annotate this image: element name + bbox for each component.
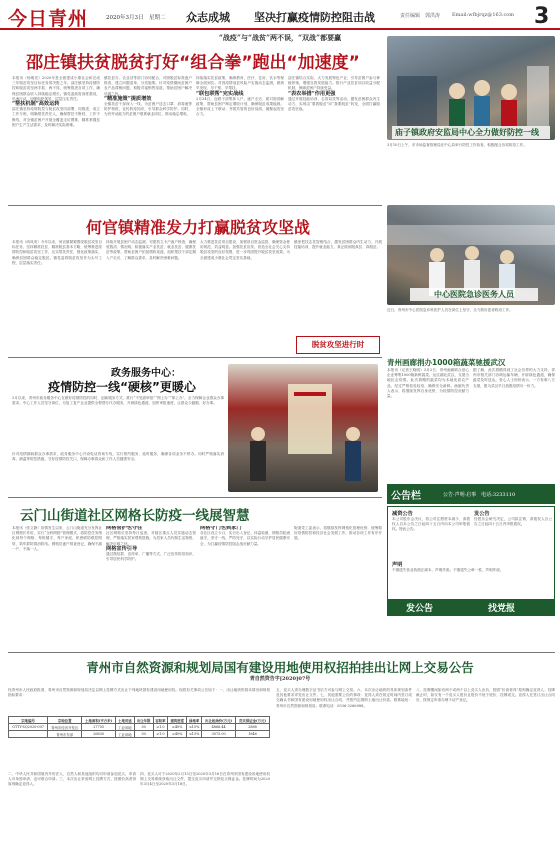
table-cell: GTTY-SQ2020-007 xyxy=(9,724,48,731)
article4-col1: 本报讯（张文静）疫情发生以来，云门山街道充分发挥社区网格长作用，实行“全科网格”管理模式，将防控任务细化到每个网格、每栋楼宇、每户家庭，织密联防联控网络，筑牢群防群治防线。网格员逐户排查登记，确保不漏一户、不落一人。 xyxy=(12,526,102,551)
table-cell: 50 xyxy=(134,731,153,738)
table-row xyxy=(9,724,270,731)
slogan-left: 众志成城 xyxy=(186,11,230,24)
article3-col1: 2月以来，青州市政务服务中心在做好疫情防控的同时，创新服务方式，推行“不见面审批”“网上办”“掌上办”，全力保障企业群众办事需求。中心工作人员坚守岗位，为复工复产企业提供全程帮办代办服务，开辟绿色通道，加快审批速度，让群众少跑腿、好办事。 xyxy=(12,396,224,406)
table-cell: 青州市东部 xyxy=(48,731,82,738)
poverty-column-logo xyxy=(296,336,380,354)
brief-col2: 据了解，此次捐赠得到了社会各界的大力支持，青州市相关部门协调运输车辆，开辟绿色通道，确保蔬菜及时送达。爱心人士纷纷表示，一方有难八方支援，愿为武汉早日战胜疫情尽一份力。 xyxy=(473,368,555,388)
noticeboard-footer xyxy=(388,599,554,615)
table-row xyxy=(9,731,270,738)
photo-text-mid: 近日，青州市中心医院急诊科医护人员在岗位上坚守，全力做好患者救治工作。 xyxy=(387,308,513,312)
announcement-headline: 青州市自然资源和规划局国有建设用地使用权招拍挂出让网上交易公告 xyxy=(86,660,474,675)
table-header-cell: 竞买保证金(万元) xyxy=(236,717,270,724)
article4-headline: 云门山街道社区网格长防疫一线展智慧 xyxy=(20,508,250,524)
brief-col1: 本报讯（记者王晓明）3月2日，青州画廊联合爱心企业筹集1000箱新鲜蔬菜，运往湖北武汉，支援当地抗击疫情。此次捐赠的蔬菜均为本地优质农产品，经过严格检验检疫，确保安全新鲜。画廊负责人表示，将继续发挥自身优势，为疫情防控贡献力量。 xyxy=(387,368,469,399)
table-header-cell: 土地用途 xyxy=(116,717,135,724)
issue-date: 2020年3月3日 星期二 xyxy=(106,15,166,21)
photo-scene-icon xyxy=(387,36,555,140)
photo-caption-mid: 中心医院急诊医务人员 xyxy=(410,288,538,301)
noticeboard-body xyxy=(387,506,555,616)
table-header-cell: 建筑密度 xyxy=(168,717,187,724)
article4-col2: 网格管护也守住 社区网格长坚持每日巡查，对辖区重点人员实施动态管理，严格落实居家观察措施，为居家人员代购生活物资，解决后顾之忧。 网格宣传引导 通过微信群、宣传单、广播等方式，广泛宣传防疫知识，引导居民科学防护。 xyxy=(106,526,196,562)
noticeboard-header xyxy=(387,484,555,504)
divider xyxy=(8,652,555,653)
table-cell: ≥40% xyxy=(168,731,187,738)
table-cell: ≤15% xyxy=(187,724,202,731)
notice-item-title: 声明 xyxy=(392,562,403,568)
article2-col2: 持续开展贫困户动态监测，对建档立卡户逐户核查，确保底数清、情况明。积极落实产业扶贫、就业扶贫、健康扶贫等政策，帮助贫困户拓宽增收渠道。组织帮扶干部定期入户走访，了解群众需求，及时解决困难问题。 xyxy=(106,240,196,260)
article3-col2: 针对疫情期间群众办事需求，政务服务中心开设电话咨询专线，实行预约服务、延时服务，确保各项业务不停办。同时严格落实消毒、测温等防控措施，守好疫情防控关口，保障办事群众和工作人员健康安全。 xyxy=(12,452,224,462)
photo-text-top: 3月10日上午，市市场监督管理局在中心局举行防控工作检查，积极配合各项防疫工作。 xyxy=(387,143,527,147)
table-cell: 工业用地 xyxy=(116,731,135,738)
divider xyxy=(8,497,382,498)
table-header-cell: 宗地位置 xyxy=(48,717,82,724)
article1-col4: 邵庄镇结合实际，大力发展特色产业，引导贫困户参与种植养殖，增强自我发展能力。推行产业扶贫项目收益分配机制，保障贫困户持续受益。 “表农举措”作用更强 通过开展技能培训、志智双扶等活动，激发贫困群众内生动力，实现由“要我脱贫”向“我要脱贫”转变，全面打赢脱贫攻坚战。 xyxy=(288,76,380,112)
article1-subhead: “联包联帮”完实战线 xyxy=(196,90,244,97)
table-cell: 2888 xyxy=(236,724,270,731)
divider xyxy=(8,357,382,358)
table-header-cell: 出让起始价(万元) xyxy=(202,717,236,724)
announcement-subtitle: 青自然资告字[2020]07号 xyxy=(249,676,311,682)
table-cell: 3075.00 xyxy=(202,731,236,738)
article1-col3: 持续落实扶贫政策，确保教育、医疗、住房、饮水等保障全面到位。对因疫情返贫风险户实施动态监测，做到早发现、早干预、早帮扶。 “联包联帮”完实战线 2月24日，包联干部集体入户，逐户走访，面对面讲解政策，帮助贫困户制定增收计划，确保脱贫成果稳固。全镇形成上下联动、齐抓共管的良好局面，凝聚起攻坚合力。 xyxy=(196,76,284,117)
bid-table xyxy=(8,716,270,738)
table-header-cell: 容积率 xyxy=(153,717,168,724)
table-cell: 青州市经济开发区 xyxy=(48,724,82,731)
table-header-row xyxy=(9,717,270,724)
article3-kicker: 政务服务中心： xyxy=(111,368,181,379)
announcement-col2: 四、竞买人可于2020年2月13日至2020年3月16日在青州市国有建设用地使用权网上交易系统获取出让文件，提交竞买申请并交纳竞买保证金。挂牌时间为2020年3月4日至2020年3月18日。 xyxy=(140,772,270,787)
footer-left-label: 发公告 xyxy=(406,604,434,614)
article1-subhead: “表农举措”作用更强 xyxy=(288,90,336,97)
announcement-col3: 五、竞买人须办理数字证书后方可参与网上交易。六、本次出让地块的具体规划条件及其他要求详见出让文件。七、其他需要公告的事项：竞得人须在规定时间内签订成交确认书和国有建设用地使用权出让合同，并按约定缴纳土地出让价款。联系地址：青州市自然资源和规划局；联系电话：0536-3266988。 xyxy=(276,688,412,708)
article2-col1: 本报讯（尚凤美）今年以来，何官镇紧紧围绕脱贫攻坚目标任务，坚持精准扶贫、精准脱贫基本方略，统筹推进疫情防控和脱贫攻坚工作，压实帮扶责任，强化政策落实，确保贫困群众稳定脱贫。镇党委将脱贫攻坚作为头号工程，层层落实责任。 xyxy=(12,240,102,265)
table-cell: ≥40% xyxy=(168,724,187,731)
article1-col2: 镇扶贫办、农业站等部门协同配合，对照脱贫标准逐户排查，建立问题清单，分类施策。针对疫情期间贫困户农产品滞销问题，积极对接销售渠道，帮助贫困户解决后顾之忧。 “精准施策”提质增效 全镇扶贫干部深入一线，为贫困户送去口罩、消毒液等防护物资，宣传防疫知识，引导群众科学防护。同时，为有劳动能力的贫困户联系就业岗位，推动稳定增收。 xyxy=(104,76,192,117)
photo-caption-top: 庙子镇政府安监局中心全力做好防控一线 xyxy=(392,126,550,139)
notice-item-text: 经股东会研究决定，公司拟注销，请债权人自公告之日起四十五日内申报债权。 xyxy=(474,517,552,527)
table-cell: ≥1.0 xyxy=(153,731,168,738)
notice-item-text: 本公司股东会决议，将公司注册资本减少，请债权人自本公告之日起四十五日内向本公司申报债权。特此公告。 xyxy=(392,517,470,532)
brief-headline: 青州画廊捐办1000箱蔬菜驰援武汉 xyxy=(387,358,506,367)
photo-scene-icon xyxy=(228,364,378,492)
table-cell: 工业用地 xyxy=(116,724,135,731)
table-cell: ≤15% xyxy=(187,731,202,738)
slogan-right: 坚决打赢疫情防控阻击战 xyxy=(254,11,375,24)
article2-col4: 镇里把扶志扶智相结合，激发贫困群众内生动力，开展技能培训，提升就业能力，真正做到脱真贫、真脱贫。 xyxy=(294,240,382,250)
notice-item-title: 发公告 xyxy=(474,511,490,517)
table-body xyxy=(9,724,270,738)
article-photo-service-center xyxy=(228,364,378,492)
article2-headline: 何官镇精准发力打赢脱贫攻坚战 xyxy=(85,218,310,237)
announcement-col1: 二、中华人民共和国境内外的法人、自然人和其他组织均可申请参加竞买，申请人可单独申请，也可联合申请。三、本次出让采用网上挂牌方式，按照价高者得原则确定竞得人。 xyxy=(8,772,136,787)
page-number: 3 xyxy=(534,4,550,29)
notice-item-title: 减资公告 xyxy=(392,511,413,517)
article4-subhead: 网格宣传引导 xyxy=(106,545,138,552)
table-header-cell: 宗地编号 xyxy=(9,717,48,724)
article1-kicker: “战疫”与“战贫”两不误，“双战”都要赢 xyxy=(218,33,342,42)
article4-col4: 街道党工委表示，将继续发挥网格化管理优势，统筹做好疫情防控和经济社会发展工作，推动各项工作有序开展。 xyxy=(294,526,382,541)
divider xyxy=(8,205,382,206)
table-cell: 50 xyxy=(134,724,153,731)
editor-credit: 责任编辑 郭洪涛 xyxy=(400,13,441,19)
article1-col1: 本报讯（杨明亮）2020年是全面建成小康社会和完成三年脱贫攻坚目标任务的决胜之年。邵庄镇坚持疫情防控和脱贫攻坚两手抓、两不误，统筹推进各项工作，确保贫困群众收入持续稳定增长。镇党委政府高度重视，迅速行动，加强组织领导，层层压实责任。 “帮扶机制”高效运转 邵庄镇坚持疫情防控与脱贫攻坚同部署、同推进，成立工作专班，明确帮扶责任人，确保帮扶不断档、工作不断线，对全镇贫困户开展全覆盖走访摸排，精准掌握贫困户生产生活需求，及时解决实际困难。 xyxy=(12,76,100,127)
table-cell: 26830 xyxy=(82,731,116,738)
announcement-col4: 八、挂牌期间如有两个或两个以上竞买人出价，按照“价高者得”原则确定竞得人；挂牌截止时，如仅有一个竞买人报价且报价不低于底价，挂牌成交。竞得人在签订出让合同后，按规定申请办理不动产登记。 xyxy=(416,688,555,703)
announcement-intro: 经青州市人民政府批准，青州市自然资源和规划局决定以网上挂牌方式出让下列地块国有建设用地使用权。现将有关事项公告如下：一、出让地块的基本情况和规划指标要求： xyxy=(8,688,270,698)
article1-subhead: “精准施策”提质增效 xyxy=(104,95,152,102)
article1-subhead: “帮扶机制”高效运转 xyxy=(12,101,60,108)
notice-item-text: 不慎遗失营业执照正副本，声明作废。不慎遗失公章一枚，声明作废。 xyxy=(392,568,504,572)
article4-subhead: 网格管护也守住 xyxy=(106,526,143,531)
article3-headline: 疫情防控一线“硬核”更暖心 xyxy=(48,380,196,394)
noticeboard-title: 公告栏 xyxy=(391,491,421,502)
article4-col3: 网格守门也到家门 各社区设立卡口，实行出入登记、体温检测，网格员轮流值守，坚守一线，严防死守，以实际行动守护居民健康安全，为打赢疫情防控阻击战贡献力量。 xyxy=(200,526,290,546)
table-cell: ≥1.0 xyxy=(153,724,168,731)
table-cell: 4866.44 xyxy=(202,724,236,731)
table-header-cell: 出让年限 xyxy=(134,717,153,724)
table-cell: 27755 xyxy=(82,724,116,731)
table-header-cell: 绿地率 xyxy=(187,717,202,724)
noticeboard-subtitle: 公告·声明·启事 电话:3233110 xyxy=(443,492,516,498)
footer-right-label: 找党报 xyxy=(488,604,516,614)
newspaper-logo: 今日青州 xyxy=(8,8,89,30)
table-cell: 1846 xyxy=(236,731,270,738)
article4-subhead: 网格守门也到家门 xyxy=(200,526,242,531)
article1-headline: 邵庄镇扶贫脱贫打好“组合拳”跑出“加速度” xyxy=(26,53,360,73)
article2-col3: 大力推进扶贫项目建设，加强项目资金监管，确保资金使用规范、效益明显。加强扶贫宣传，营造全社会关心支持脱贫攻坚的良好氛围，进一步巩固提升脱贫攻坚成果，为全面建成小康社会奠定坚实基础。 xyxy=(200,240,290,260)
article-photo-volunteers xyxy=(387,36,555,140)
email-address: Email:wfbjrqz@163.com xyxy=(452,12,515,18)
table-cell xyxy=(9,731,48,738)
poverty-column-logo-text: 脱贫攻坚进行时 xyxy=(311,340,365,349)
table-header-cell: 土地面积(平方米) xyxy=(82,717,116,724)
